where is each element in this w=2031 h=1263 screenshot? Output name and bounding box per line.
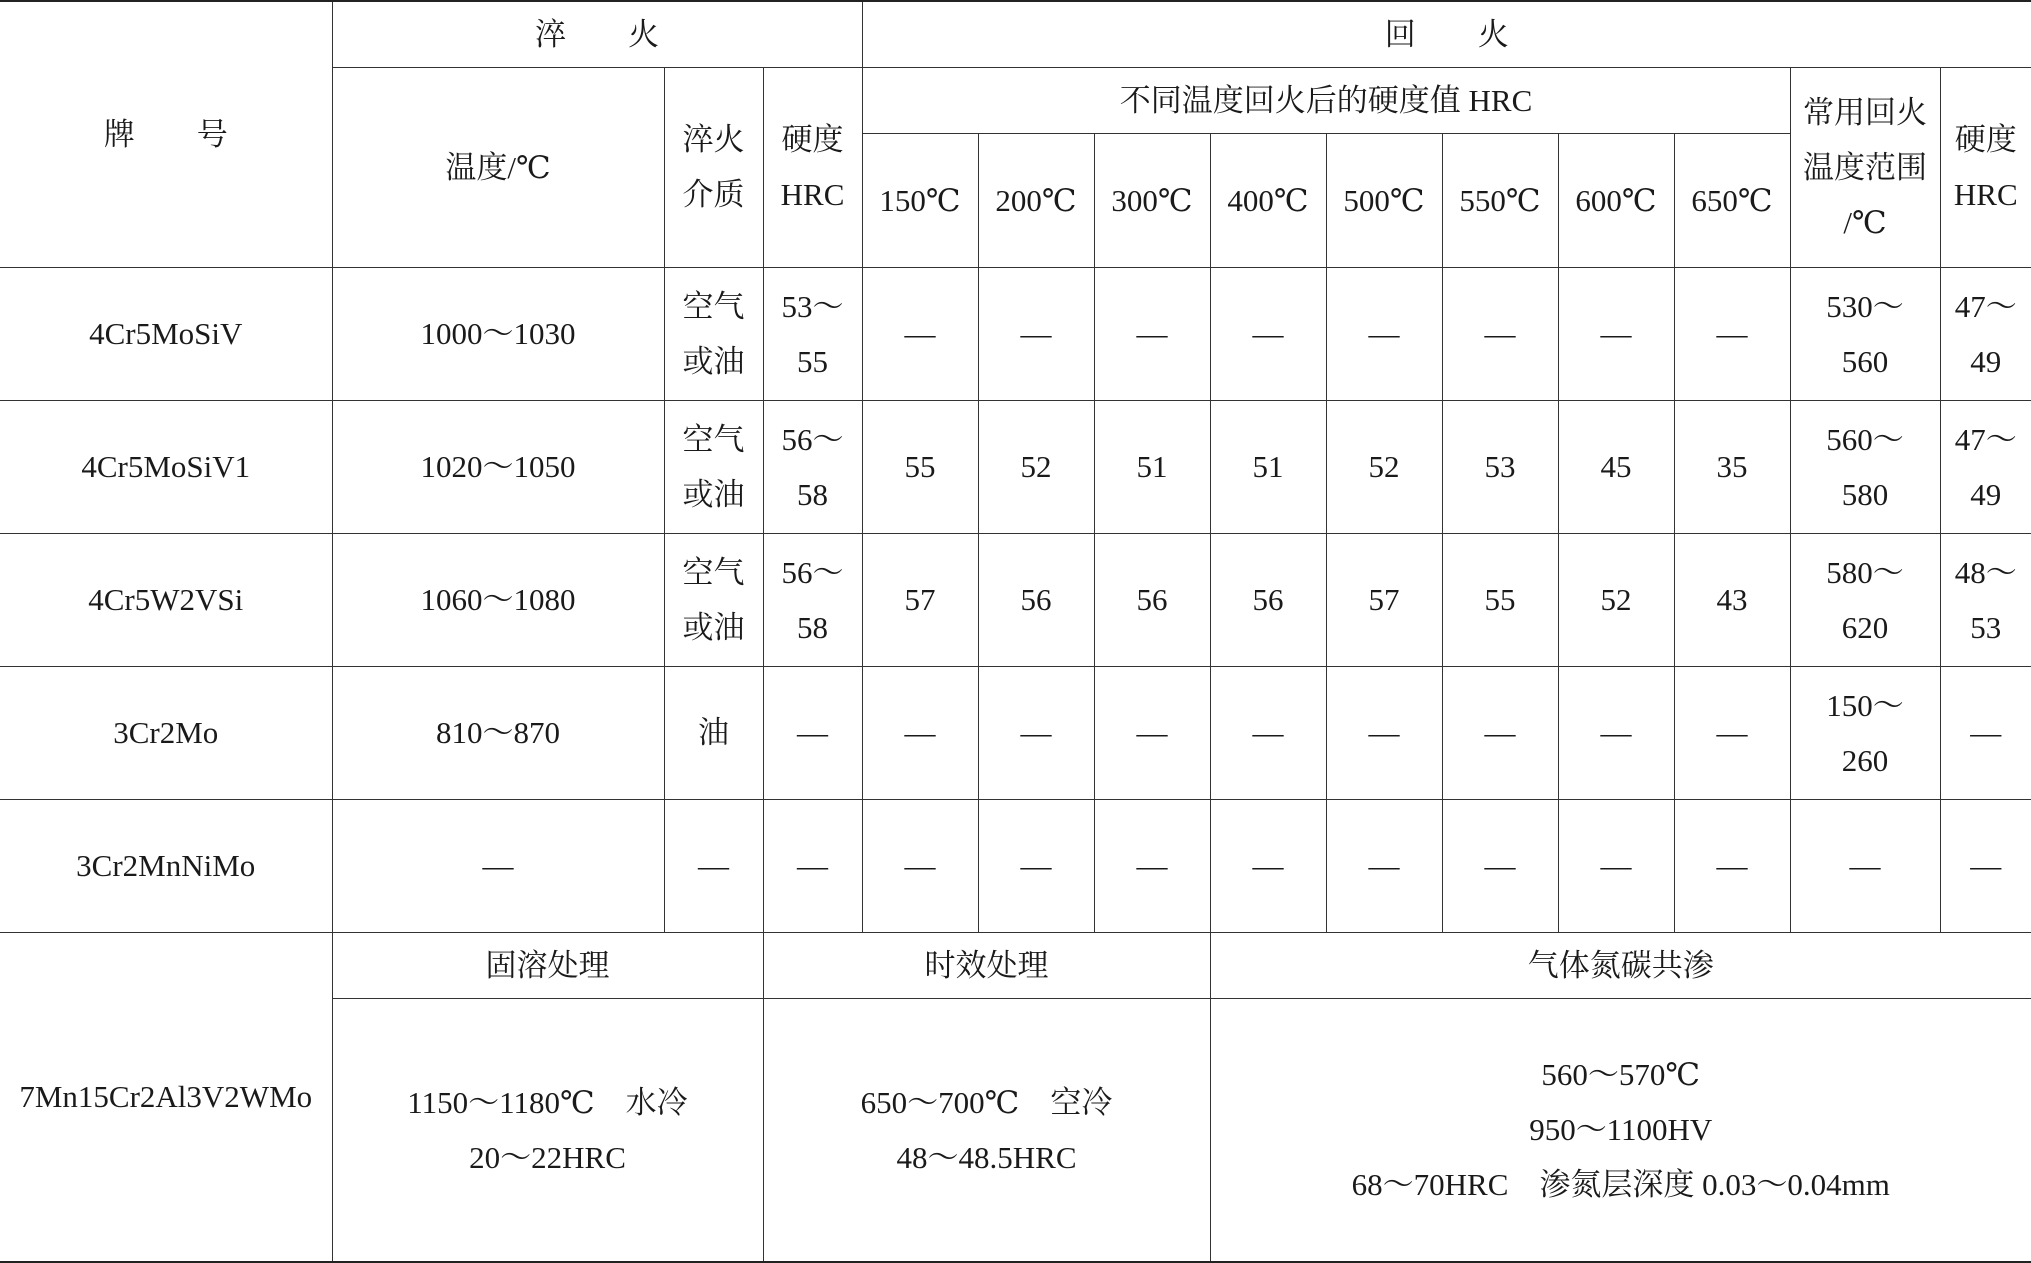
table-row	[0, 799, 2031, 932]
temper-value-cell: —	[1442, 799, 1558, 932]
temper-value-cell: —	[1210, 666, 1326, 799]
temper-value-cell: 57	[862, 533, 978, 666]
temper-value-cell: 55	[862, 400, 978, 533]
temper-value-cell: —	[1674, 799, 1790, 932]
temper-value-cell: 51	[1094, 400, 1210, 533]
temper-value-cell: —	[1442, 666, 1558, 799]
temper-value-cell: —	[1094, 267, 1210, 400]
temper-value-cell: —	[1442, 267, 1558, 400]
temper-temp-550: 550℃	[1442, 133, 1558, 267]
quench-temp-header: 温度/℃	[332, 67, 664, 267]
temper-value-cell: 57	[1326, 533, 1442, 666]
temper-hardness-cell: —	[1940, 799, 2031, 932]
temper-value-cell: —	[862, 666, 978, 799]
temper-value-cell: 35	[1674, 400, 1790, 533]
temper-temp-200: 200℃	[978, 133, 1094, 267]
temper-temp-650: 650℃	[1674, 133, 1790, 267]
temper-value-cell: —	[1094, 799, 1210, 932]
common-range-cell: 560～ 580	[1790, 400, 1940, 533]
temper-value-cell: —	[1674, 267, 1790, 400]
temper-value-cell: 52	[1326, 400, 1442, 533]
temper-temp-500: 500℃	[1326, 133, 1442, 267]
grade-cell: 4Cr5MoSiV1	[0, 400, 332, 533]
temper-temp-400: 400℃	[1210, 133, 1326, 267]
aging-treatment-cell: 650～700℃ 空冷 48～48.5HRC	[763, 998, 1210, 1262]
medium-cell: 空气 或油	[664, 267, 763, 400]
medium-cell: 空气 或油	[664, 400, 763, 533]
temper-value-cell: —	[978, 267, 1094, 400]
temper-value-cell: —	[1094, 666, 1210, 799]
common-temper-range-header: 常用回火 温度范围 /℃	[1790, 67, 1940, 267]
temper-value-cell: 56	[978, 533, 1094, 666]
temper-value-cell: —	[862, 799, 978, 932]
temper-hardness-cell: 48～ 53	[1940, 533, 2031, 666]
temper-value-cell: —	[1210, 267, 1326, 400]
table-row	[0, 666, 2031, 799]
table-row	[0, 932, 2031, 998]
grade-cell: 4Cr5MoSiV	[0, 267, 332, 400]
temper-value-cell: —	[1558, 799, 1674, 932]
common-range-cell: —	[1790, 799, 1940, 932]
temper-temp-600: 600℃	[1558, 133, 1674, 267]
quench-temp-cell: 1060～1080	[332, 533, 664, 666]
quench-header: 淬 火	[332, 1, 862, 67]
medium-cell: —	[664, 799, 763, 932]
temper-value-cell: —	[978, 666, 1094, 799]
grade-cell: 3Cr2MnNiMo	[0, 799, 332, 932]
quench-temp-cell: 1000～1030	[332, 267, 664, 400]
nitrocarburizing-header: 气体氮碳共渗	[1210, 932, 2031, 998]
temper-header: 回 火	[862, 1, 2031, 67]
temper-value-cell: 52	[978, 400, 1094, 533]
medium-cell: 油	[664, 666, 763, 799]
temper-value-cell: —	[1326, 267, 1442, 400]
table-row	[0, 400, 2031, 533]
hardness-cell: 53～ 55	[763, 267, 862, 400]
temper-value-cell: —	[978, 799, 1094, 932]
grade-cell: 4Cr5W2VSi	[0, 533, 332, 666]
temper-hardness-group-header: 不同温度回火后的硬度值 HRC	[862, 67, 1790, 133]
temper-value-cell: —	[1326, 666, 1442, 799]
aging-treatment-header: 时效处理	[763, 932, 1210, 998]
grade-cell: 3Cr2Mo	[0, 666, 332, 799]
temper-hardness-header: 硬度 HRC	[1940, 67, 2031, 267]
hardness-cell: 56～ 58	[763, 533, 862, 666]
quench-temp-cell: 810～870	[332, 666, 664, 799]
temper-temp-300: 300℃	[1094, 133, 1210, 267]
common-range-cell: 150～ 260	[1790, 666, 1940, 799]
nitrocarburizing-cell: 560～570℃ 950～1100HV 68～70HRC 渗氮层深度 0.03～0.04mm	[1210, 998, 2031, 1262]
table-row	[0, 533, 2031, 666]
common-range-cell: 530～ 560	[1790, 267, 1940, 400]
temper-value-cell: —	[1326, 799, 1442, 932]
temper-value-cell: 51	[1210, 400, 1326, 533]
quench-medium-header: 淬火 介质	[664, 67, 763, 267]
temper-value-cell: 43	[1674, 533, 1790, 666]
quench-hardness-header: 硬度 HRC	[763, 67, 862, 267]
temper-value-cell: —	[1558, 267, 1674, 400]
temper-value-cell: 45	[1558, 400, 1674, 533]
quench-temp-cell: —	[332, 799, 664, 932]
temper-value-cell: —	[862, 267, 978, 400]
grade-cell: 7Mn15Cr2Al3V2WMo	[0, 932, 332, 1262]
common-range-cell: 580～ 620	[1790, 533, 1940, 666]
temper-value-cell: 52	[1558, 533, 1674, 666]
solution-treatment-cell: 1150～1180℃ 水冷 20～22HRC	[332, 998, 763, 1262]
temper-temp-150: 150℃	[862, 133, 978, 267]
temper-value-cell: 56	[1094, 533, 1210, 666]
table-row	[0, 267, 2031, 400]
temper-value-cell: 56	[1210, 533, 1326, 666]
temper-value-cell: —	[1674, 666, 1790, 799]
temper-value-cell: 55	[1442, 533, 1558, 666]
temper-hardness-cell: 47～ 49	[1940, 267, 2031, 400]
temper-value-cell: —	[1210, 799, 1326, 932]
hardness-cell: —	[763, 666, 862, 799]
temper-value-cell: 53	[1442, 400, 1558, 533]
temper-hardness-cell: —	[1940, 666, 2031, 799]
temper-hardness-cell: 47～ 49	[1940, 400, 2031, 533]
temper-value-cell: —	[1558, 666, 1674, 799]
hardness-cell: —	[763, 799, 862, 932]
quench-temp-cell: 1020～1050	[332, 400, 664, 533]
solution-treatment-header: 固溶处理	[332, 932, 763, 998]
medium-cell: 空气 或油	[664, 533, 763, 666]
hardness-cell: 56～ 58	[763, 400, 862, 533]
grade-header: 牌 号	[0, 1, 332, 267]
